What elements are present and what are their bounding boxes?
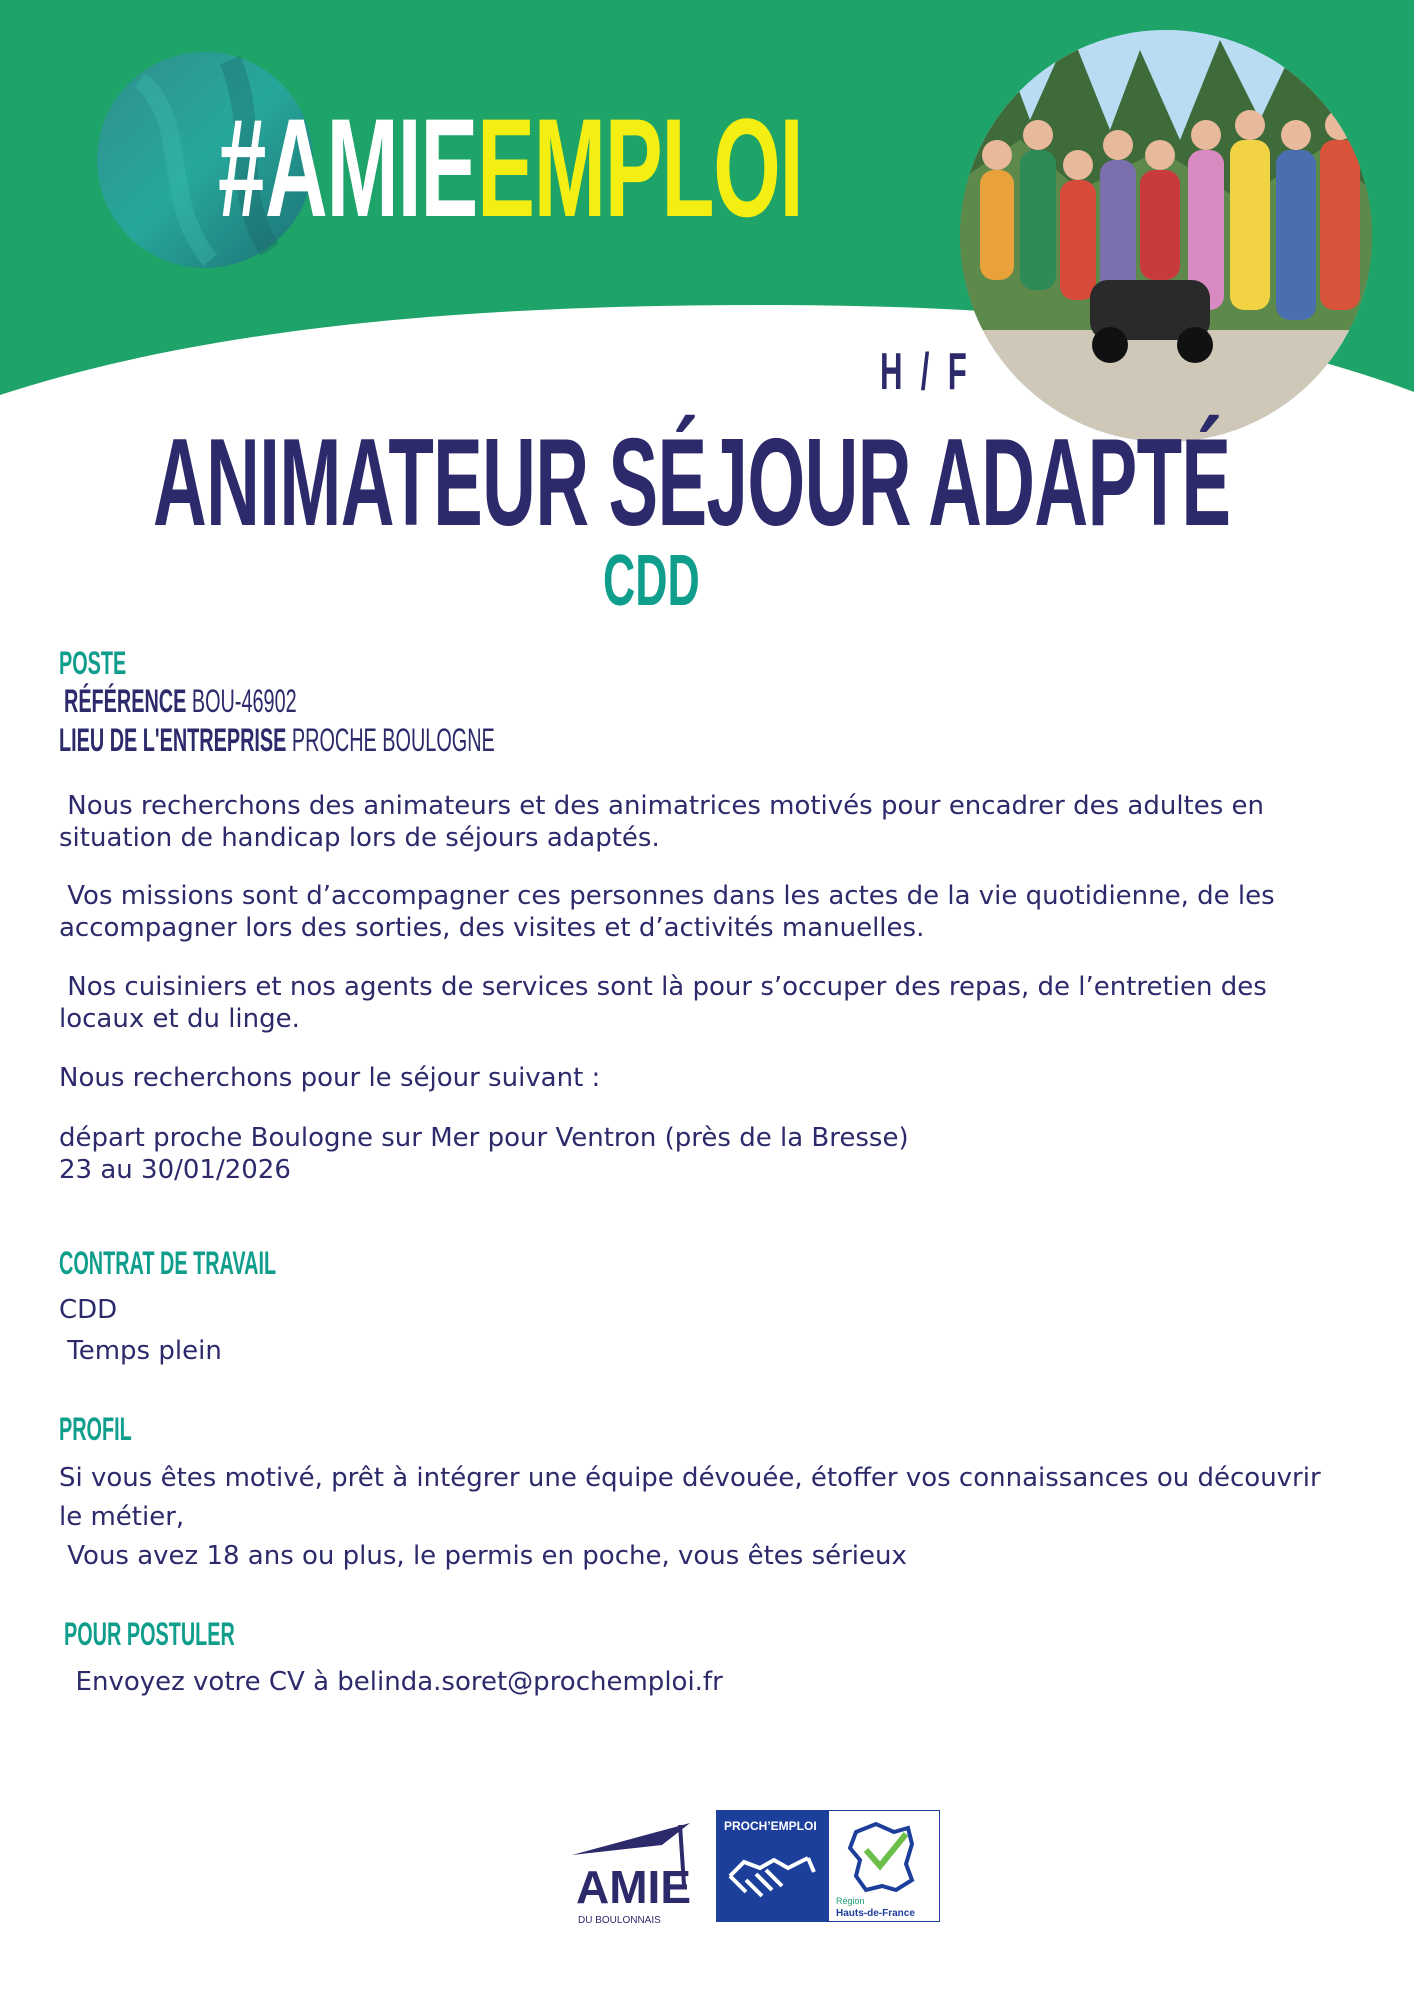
reference-label: RÉFÉRENCE <box>64 683 187 719</box>
section-heading-contrat: CONTRAT DE TRAVAIL <box>59 1245 277 1281</box>
description-paragraph: Nous recherchons des animateurs et des animatrices motivés pour encadrer des adultes en situation de handicap lors de séjours adaptés. <box>59 791 1265 853</box>
prochemploi-region-logo <box>716 1810 940 1922</box>
amie-logo <box>562 1815 692 1930</box>
apply-text: Envoyez votre CV à belinda.soret@prochemploi.fr <box>59 1667 723 1697</box>
profile-text: Si vous êtes motivé, prêt à intégrer une équipe dévouée, étoffer vos connaissances ou découvrir le métier, Vous avez 18 ans ou plus, le permis en poche, vous êtes sérieux <box>59 1463 1321 1571</box>
section-heading-poste: POSTE <box>59 645 127 681</box>
contract-line: Temps plein <box>59 1336 222 1366</box>
group-people-photo <box>960 30 1372 442</box>
location-label: LIEU DE L'ENTREPRISE <box>59 722 287 758</box>
contract-line: CDD <box>59 1295 118 1325</box>
brand-part1: #AMIE <box>218 89 478 246</box>
contract-type-label: CDD <box>603 541 700 621</box>
description-paragraph: départ proche Boulogne sur Mer pour Ventron (près de la Bresse) 23 au 30/01/2026 <box>59 1123 909 1185</box>
location-value: PROCHE BOULOGNE <box>291 722 495 758</box>
section-heading-postuler: POUR POSTULER <box>64 1616 235 1652</box>
location-line <box>59 722 495 759</box>
job-title: ANIMATEUR SÉJOUR ADAPTÉ <box>153 414 1231 552</box>
section-heading-profil: PROFIL <box>59 1411 132 1447</box>
description-paragraph: Nos cuisiniers et nos agents de services sont là pour s’occuper des repas, de l’entretien des locaux et du linge. <box>59 972 1267 1034</box>
description-paragraph: Vos missions sont d’accompagner ces personnes dans les actes de la vie quotidienne, de les accompagner lors des sorties, des visites et d’activités manuelles. <box>59 881 1275 943</box>
amie-logo-text: AMIE <box>576 1861 691 1913</box>
reference-line <box>64 683 297 720</box>
gender-label: H / F <box>880 343 972 401</box>
region-label-1: Région <box>836 1896 865 1906</box>
brand-title <box>218 89 803 246</box>
region-label-2: Hauts-de-France <box>836 1908 915 1919</box>
amie-logo-sub: DU BOULONNAIS <box>578 1915 661 1926</box>
reference-value: BOU-46902 <box>191 683 297 719</box>
brand-part2: EMPLOI <box>477 89 803 246</box>
description-paragraph: Nous recherchons pour le séjour suivant : <box>59 1063 601 1093</box>
prochemploi-logo-title: PROCH’EMPLOI <box>724 1819 817 1833</box>
